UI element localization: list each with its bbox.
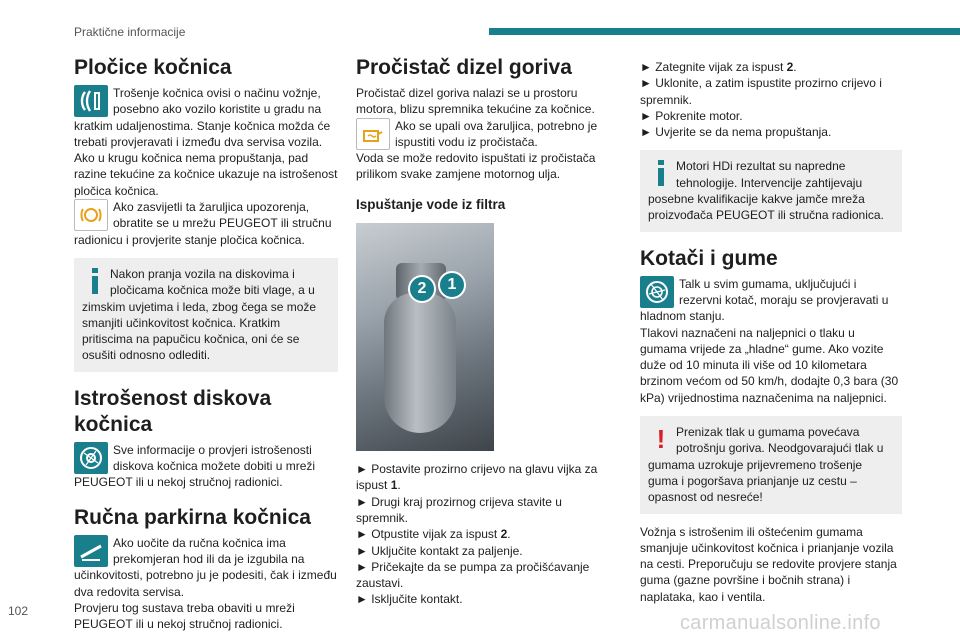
brake-pads-title: Pločice kočnica [74,56,232,79]
warning-box-tyres [640,416,902,513]
tyres-title: Kotači i gume [640,246,778,270]
step: ► Zategnite vijak za ispust 2. [640,60,797,74]
info-box-brakes [74,258,338,372]
step: ► Uključite kontakt za paljenje. [356,543,523,558]
step: ► Postavite prozirno crijevo na glavu vijka za ispust 1. [356,462,598,493]
step: ► Uvjerite se da nema propuštanja. [640,125,832,140]
filter-body [384,293,456,433]
parking-brake-paragraph [74,535,338,600]
water-in-fuel-paragraph [356,118,606,151]
fuel-filter-title: Pročistač dizel goriva [356,56,572,79]
column-left [74,55,338,632]
brake-warning-paragraph [74,199,338,248]
parking-brake-text-1: Ako uočite da ručna kočnica ima prekomjeran hod ili da je izgubila na učinkovitosti, potrebno ju je podesiti, čak i između dva redovita servisa. [74,535,337,599]
info-text-hdi: Motori HDi rezultat su napredne tehnologije. Intervencije zahtijevaju posebne kvalifikacije kakve jamče mreža proizvođača PEUGEOT ili stručna radionica. [648,159,884,223]
water-drain-subtitle: Ispuštanje vode iz filtra [356,196,506,212]
drain-steps [356,461,606,608]
tyres-text-1: Talk u svim gumama, uključujući i rezervni kotač, moraju se provjeravati u hladnom stanju. [640,276,889,324]
step: ► Pokrenite motor. [640,108,743,123]
column-right [640,59,902,605]
brake-pads-text-1: Trošenje kočnica ovisi o načinu vožnje, posebno ako vozilo koristite u gradu na kratkim udaljenostima. Stanje kočnica možda će trebati provjeravati i između dva servisa vozila. [74,86,331,149]
tyres-text-3: Vožnja s istrošenim ili oštećenim gumama smanjuje učinkovitost kočnica i prianjanje vozila na cesti. Preporučuju se redovite provjere stanja guma (gazne površine i bočnih strana) i naplataka, kao i ventila. [640,524,897,604]
brake-disc-icon [74,442,108,474]
tyres-paragraph [640,276,902,325]
brake-discs-paragraph [74,442,338,491]
fuel-filter-text-3: Voda se može redovito ispuštati iz pročistača prilikom svake zamjene motornog ulja. [356,151,596,182]
brake-pads-paragraph [74,85,338,150]
parking-brake-icon [74,535,108,567]
callout-badge-2: 2 [408,275,436,303]
column-middle [356,55,606,608]
info-text-brakes: Nakon pranja vozila na diskovima i pločicama kočnica može biti vlage, a u zimskim uvjetima i leda, zbog čega se može smanjiti učinkovitost kočnica. Kratkim pritiscima na papučicu kočnica, oni će se osušiti odnosno odlediti. [82,266,317,363]
parking-brake-text-2: Provjeru tog sustava treba obaviti u mreži PEUGEOT ili u nekoj stručnoj radionici. [74,600,295,632]
drain-steps-continued [640,59,902,140]
fuel-filter-text-1: Pročistač dizel goriva nalazi se u prostoru motora, blizu spremnika tekućine za kočnice. [356,86,595,117]
brake-discs-title: Istrošenost diskova kočnica [74,386,272,436]
step: ► Otpustite vijak za ispust 2. [356,527,511,542]
tyre-icon [640,276,674,308]
brake-pads-text-2: Ako u krugu kočnica nema propuštanja, pad razine tekućine za kočnice ukazuje na istrošenost pločica kočnica. [74,151,338,198]
tyres-text-2: Tlakovi naznačeni na naljepnici o tlaku u gumama vrijede za „hladne“ gume. Ako vozite duže od 10 minuta ili više od 10 kilometara brzinom većom od 50 km/h, dodajte 0,3 bara (30 kPa) vrijednostima naznačenima na naljepnici. [640,325,899,405]
page-number: 102 [8,604,29,618]
warning-text-tyres: Prenizak tlak u gumama povećava potrošnju goriva. Neodgovarajući tlak u gumama uzrokuje prijevremeno trošenje guma i pogoršava prianjanje uz cestu – opasnost od nesreće! [648,425,884,505]
info-icon [652,160,670,186]
warning-exclamation-icon: ! [656,424,666,455]
step: ► Pričekajte da se pumpa za pročišćavanje zaustavi. [356,559,590,591]
brake-discs-text: Sve informacije o provjeri istrošenosti diskova kočnica možete dobiti u mreži PEUGEOT ili u nekoj stručnoj radionici. [74,442,316,490]
brake-pads-icon [74,85,108,117]
step: ► Isključite kontakt. [356,592,463,607]
water-in-fuel-icon [356,118,390,150]
watermark: carmanualsonline.info [680,612,881,634]
info-box-hdi [640,150,902,231]
brake-warning-text: Ako zasvijetli ta žaruljica upozorenja, obratite se u mrežu PEUGEOT ili stručnu radionicu i provjerite stanje pločica kočnica. [74,200,332,247]
brake-warning-lamp-icon [74,199,108,231]
water-in-fuel-text: Ako se upali ova žaruljica, potrebno je ispustiti vodu iz pročistača. [395,118,598,149]
info-icon [86,268,104,294]
step: ► Drugi kraj prozirnog crijeva stavite u spremnik. [356,494,562,525]
fuel-filter-photo [356,223,494,451]
parking-brake-title: Ručna parkirna kočnica [74,505,311,529]
header-accent-bar [489,28,960,35]
step: ► Uklonite, a zatim ispustite prozirno crijevo i spremnik. [640,76,882,107]
running-header: Praktične informacije [74,25,186,39]
callout-badge-1: 1 [438,271,466,299]
